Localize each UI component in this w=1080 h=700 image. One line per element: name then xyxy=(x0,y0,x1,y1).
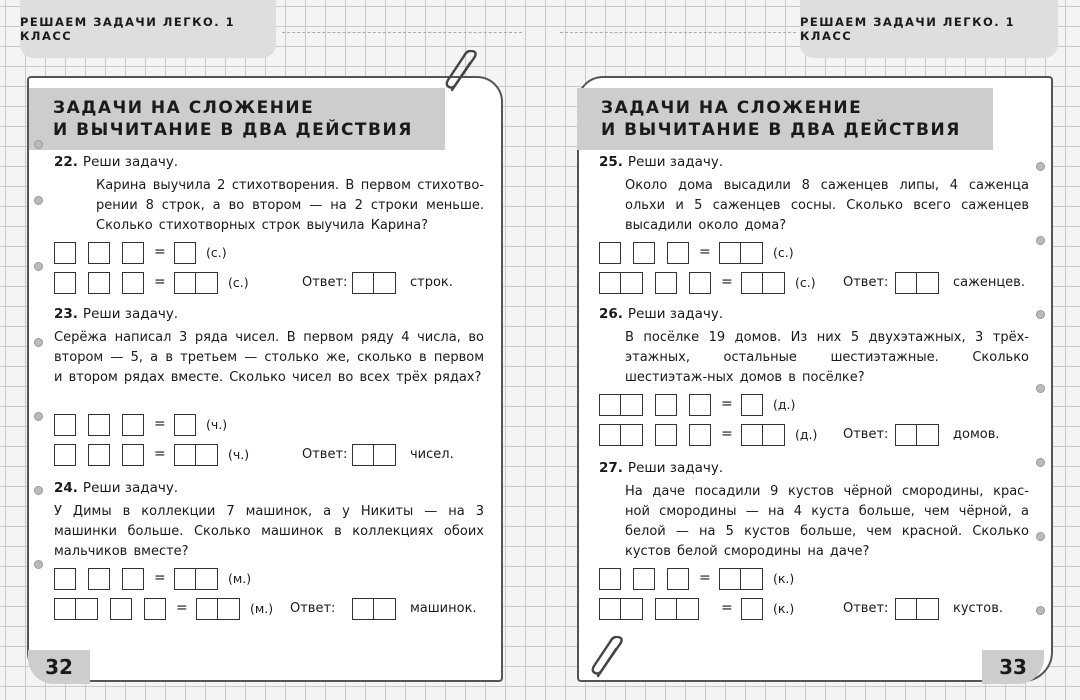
binder-hole xyxy=(34,140,43,149)
answer-box-double[interactable] xyxy=(741,424,785,446)
task-instruction: Реши задачу. xyxy=(82,306,179,322)
task-heading xyxy=(54,480,486,502)
unit-label: (с.) xyxy=(228,275,249,290)
answer-box[interactable] xyxy=(599,242,621,264)
answer-box[interactable] xyxy=(667,568,689,590)
right-page xyxy=(577,76,1053,682)
answer-box-double[interactable] xyxy=(719,568,763,590)
answer-box[interactable] xyxy=(110,598,132,620)
equals-sign: = xyxy=(721,274,733,290)
equals-sign: = xyxy=(154,416,166,432)
answer-box-double[interactable] xyxy=(599,394,643,416)
answer-label: Ответ: xyxy=(843,601,889,616)
answer-box[interactable] xyxy=(88,414,110,436)
task-text: Серёжа написал 3 ряда чисел. В первом ряду 4 числа, во втором — 5, а в третьем — столько же, сколько в первом и втором рядах вместе. Сколько чисел во всех трёх рядах? xyxy=(54,330,484,385)
equation-row-1 xyxy=(599,394,1031,418)
answer-box[interactable] xyxy=(88,568,110,590)
answer-box-double[interactable] xyxy=(54,598,98,620)
task-23 xyxy=(54,306,486,462)
answer-box-double[interactable] xyxy=(352,444,396,466)
equation-row-1 xyxy=(54,568,486,592)
answer-box-double[interactable] xyxy=(719,242,763,264)
unit-label: (к.) xyxy=(773,601,795,616)
unit-label: (к.) xyxy=(773,571,795,586)
answer-box[interactable] xyxy=(122,444,144,466)
binder-hole xyxy=(34,560,43,569)
banner-line: ЗАДАЧИ НА СЛОЖЕНИЕ xyxy=(53,98,315,118)
equation-row-1 xyxy=(599,568,1031,592)
answer-box[interactable] xyxy=(667,242,689,264)
equals-sign: = xyxy=(721,426,733,442)
answer-box-double[interactable] xyxy=(741,272,785,294)
answer-box[interactable] xyxy=(655,272,677,294)
answer-label: Ответ: xyxy=(302,275,348,290)
paperclip-icon xyxy=(444,50,484,96)
answer-box[interactable] xyxy=(122,242,144,264)
page-number: 33 xyxy=(982,650,1044,684)
answer-box-double[interactable] xyxy=(895,424,939,446)
binder-hole xyxy=(34,486,43,495)
task-heading xyxy=(599,154,1031,176)
banner-line: ЗАДАЧИ НА СЛОЖЕНИЕ xyxy=(601,98,863,118)
answer-box[interactable] xyxy=(54,242,76,264)
task-22 xyxy=(54,154,486,290)
equals-sign: = xyxy=(154,244,166,260)
divider xyxy=(282,32,522,33)
answer-box[interactable] xyxy=(633,568,655,590)
unit-label: (с.) xyxy=(795,275,816,290)
task-number: 24. xyxy=(54,480,78,496)
task-25 xyxy=(599,154,1031,290)
task-text: У Димы в коллекции 7 машинок, а у Никиты — на 3 машинки больше. Сколько машинок в коллекциях обоих мальчиков вместе? xyxy=(54,504,484,559)
banner-line: И ВЫЧИТАНИЕ В ДВА ДЕЙСТВИЯ xyxy=(53,120,413,140)
running-head-right: РЕШАЕМ ЗАДАЧИ ЛЕГКО. 1 КЛАСС xyxy=(800,0,1058,58)
answer-box-double[interactable] xyxy=(655,598,699,620)
equals-sign: = xyxy=(699,244,711,260)
answer-box[interactable] xyxy=(689,272,711,294)
task-heading xyxy=(599,306,1031,328)
divider xyxy=(560,32,796,33)
unit-label: (д.) xyxy=(773,397,796,412)
answer-box-double[interactable] xyxy=(895,272,939,294)
answer-box[interactable] xyxy=(88,272,110,294)
binder-hole xyxy=(1036,310,1045,319)
answer-box[interactable] xyxy=(741,394,763,416)
task-number: 26. xyxy=(599,306,623,322)
answer-label: Ответ: xyxy=(290,601,336,616)
answer-label: Ответ: xyxy=(302,447,348,462)
answer-box[interactable] xyxy=(54,272,76,294)
equation-row-1 xyxy=(54,414,486,438)
answer-box-double[interactable] xyxy=(352,272,396,294)
answer-label: Ответ: xyxy=(843,427,889,442)
answer-box[interactable] xyxy=(655,424,677,446)
equation-row-2 xyxy=(54,272,486,296)
answer-unit: чисел. xyxy=(410,447,454,462)
task-heading xyxy=(54,306,486,328)
unit-label: (м.) xyxy=(250,601,274,616)
equals-sign: = xyxy=(154,446,166,462)
page-number: 32 xyxy=(28,650,90,684)
task-number: 27. xyxy=(599,460,623,476)
equals-sign: = xyxy=(154,570,166,586)
paperclip-icon xyxy=(590,636,630,682)
unit-label: (д.) xyxy=(795,427,818,442)
answer-box-double[interactable] xyxy=(174,272,218,294)
answer-box[interactable] xyxy=(122,568,144,590)
task-text: В посёлке 19 домов. Из них 5 двухэтажных, 3 трёх-этажных, остальные шестиэтажные. Сколько шестиэтаж-ных домов в посёлке? xyxy=(625,330,1029,385)
answer-box[interactable] xyxy=(54,444,76,466)
answer-box[interactable] xyxy=(122,272,144,294)
answer-box-double[interactable] xyxy=(352,598,396,620)
unit-label: (с.) xyxy=(206,245,227,260)
task-24 xyxy=(54,480,486,616)
banner-line: И ВЫЧИТАНИЕ В ДВА ДЕЙСТВИЯ xyxy=(601,120,961,140)
answer-box[interactable] xyxy=(54,568,76,590)
section-banner xyxy=(577,88,993,150)
answer-box-double[interactable] xyxy=(174,444,218,466)
unit-label: (с.) xyxy=(773,245,794,260)
answer-box[interactable] xyxy=(88,242,110,264)
binder-hole xyxy=(1036,532,1045,541)
task-heading xyxy=(599,460,1031,482)
answer-box[interactable] xyxy=(174,242,196,264)
task-text: Около дома высадили 8 саженцев липы, 4 саженца ольхи и 5 саженцев сосны. Сколько всего саженцев высадили около дома? xyxy=(625,178,1029,233)
equation-row-2 xyxy=(54,598,486,622)
answer-box[interactable] xyxy=(599,568,621,590)
equation-row-2 xyxy=(599,424,1031,448)
answer-box[interactable] xyxy=(655,394,677,416)
unit-label: (ч.) xyxy=(206,417,228,432)
answer-box[interactable] xyxy=(144,598,166,620)
answer-box[interactable] xyxy=(741,598,763,620)
task-instruction: Реши задачу. xyxy=(82,480,179,496)
task-27 xyxy=(599,460,1031,616)
task-instruction: Реши задачу. xyxy=(82,154,179,170)
equals-sign: = xyxy=(721,600,733,616)
unit-label: (ч.) xyxy=(228,447,250,462)
answer-unit: строк. xyxy=(410,275,453,290)
task-instruction: Реши задачу. xyxy=(627,306,724,322)
task-instruction: Реши задачу. xyxy=(627,154,724,170)
equation-row-1 xyxy=(599,242,1031,266)
equation-row-2 xyxy=(599,598,1031,622)
binder-hole xyxy=(1036,458,1045,467)
task-number: 23. xyxy=(54,306,78,322)
task-text: Карина выучила 2 стихотворения. В первом стихотво-рении 8 строк, а во втором — на 2 строки меньше. Сколько стихотворных строк выучила Карина? xyxy=(96,178,484,233)
answer-box-double[interactable] xyxy=(196,598,240,620)
answer-box[interactable] xyxy=(689,424,711,446)
left-page xyxy=(27,76,503,682)
answer-box-double[interactable] xyxy=(174,568,218,590)
answer-unit: машинок. xyxy=(410,601,477,616)
binder-hole xyxy=(34,412,43,421)
answer-box[interactable] xyxy=(174,414,196,436)
running-head-left: РЕШАЕМ ЗАДАЧИ ЛЕГКО. 1 КЛАСС xyxy=(20,0,276,58)
answer-box[interactable] xyxy=(54,414,76,436)
binder-hole xyxy=(34,196,43,205)
answer-box-double[interactable] xyxy=(599,424,643,446)
equals-sign: = xyxy=(154,274,166,290)
binder-hole xyxy=(34,262,43,271)
binder-hole xyxy=(1036,236,1045,245)
answer-box[interactable] xyxy=(633,242,655,264)
answer-box[interactable] xyxy=(88,444,110,466)
unit-label: (м.) xyxy=(228,571,252,586)
answer-unit: саженцев. xyxy=(953,275,1025,290)
task-number: 22. xyxy=(54,154,78,170)
answer-box[interactable] xyxy=(122,414,144,436)
binder-hole xyxy=(1036,606,1045,615)
equals-sign: = xyxy=(721,396,733,412)
binder-hole xyxy=(34,338,43,347)
task-heading xyxy=(54,154,486,176)
answer-box-double[interactable] xyxy=(599,598,643,620)
equals-sign: = xyxy=(176,600,188,616)
equation-row-1 xyxy=(54,242,486,266)
answer-box[interactable] xyxy=(689,394,711,416)
equals-sign: = xyxy=(699,570,711,586)
task-number: 25. xyxy=(599,154,623,170)
binder-hole xyxy=(1036,384,1045,393)
section-banner xyxy=(29,88,445,150)
answer-box-double[interactable] xyxy=(895,598,939,620)
answer-unit: домов. xyxy=(953,427,1000,442)
task-26 xyxy=(599,306,1031,442)
task-text: На даче посадили 9 кустов чёрной смородины, крас-ной смородины — на 4 куста больше, чем чёрной, а белой — на 5 кустов больше, чем красной. Сколько кустов белой смородины на даче? xyxy=(625,484,1029,559)
binder-hole xyxy=(1036,162,1045,171)
task-instruction: Реши задачу. xyxy=(627,460,724,476)
answer-unit: кустов. xyxy=(953,601,1004,616)
answer-box-double[interactable] xyxy=(599,272,643,294)
equation-row-2 xyxy=(54,444,486,468)
equation-row-2 xyxy=(599,272,1031,296)
answer-label: Ответ: xyxy=(843,275,889,290)
